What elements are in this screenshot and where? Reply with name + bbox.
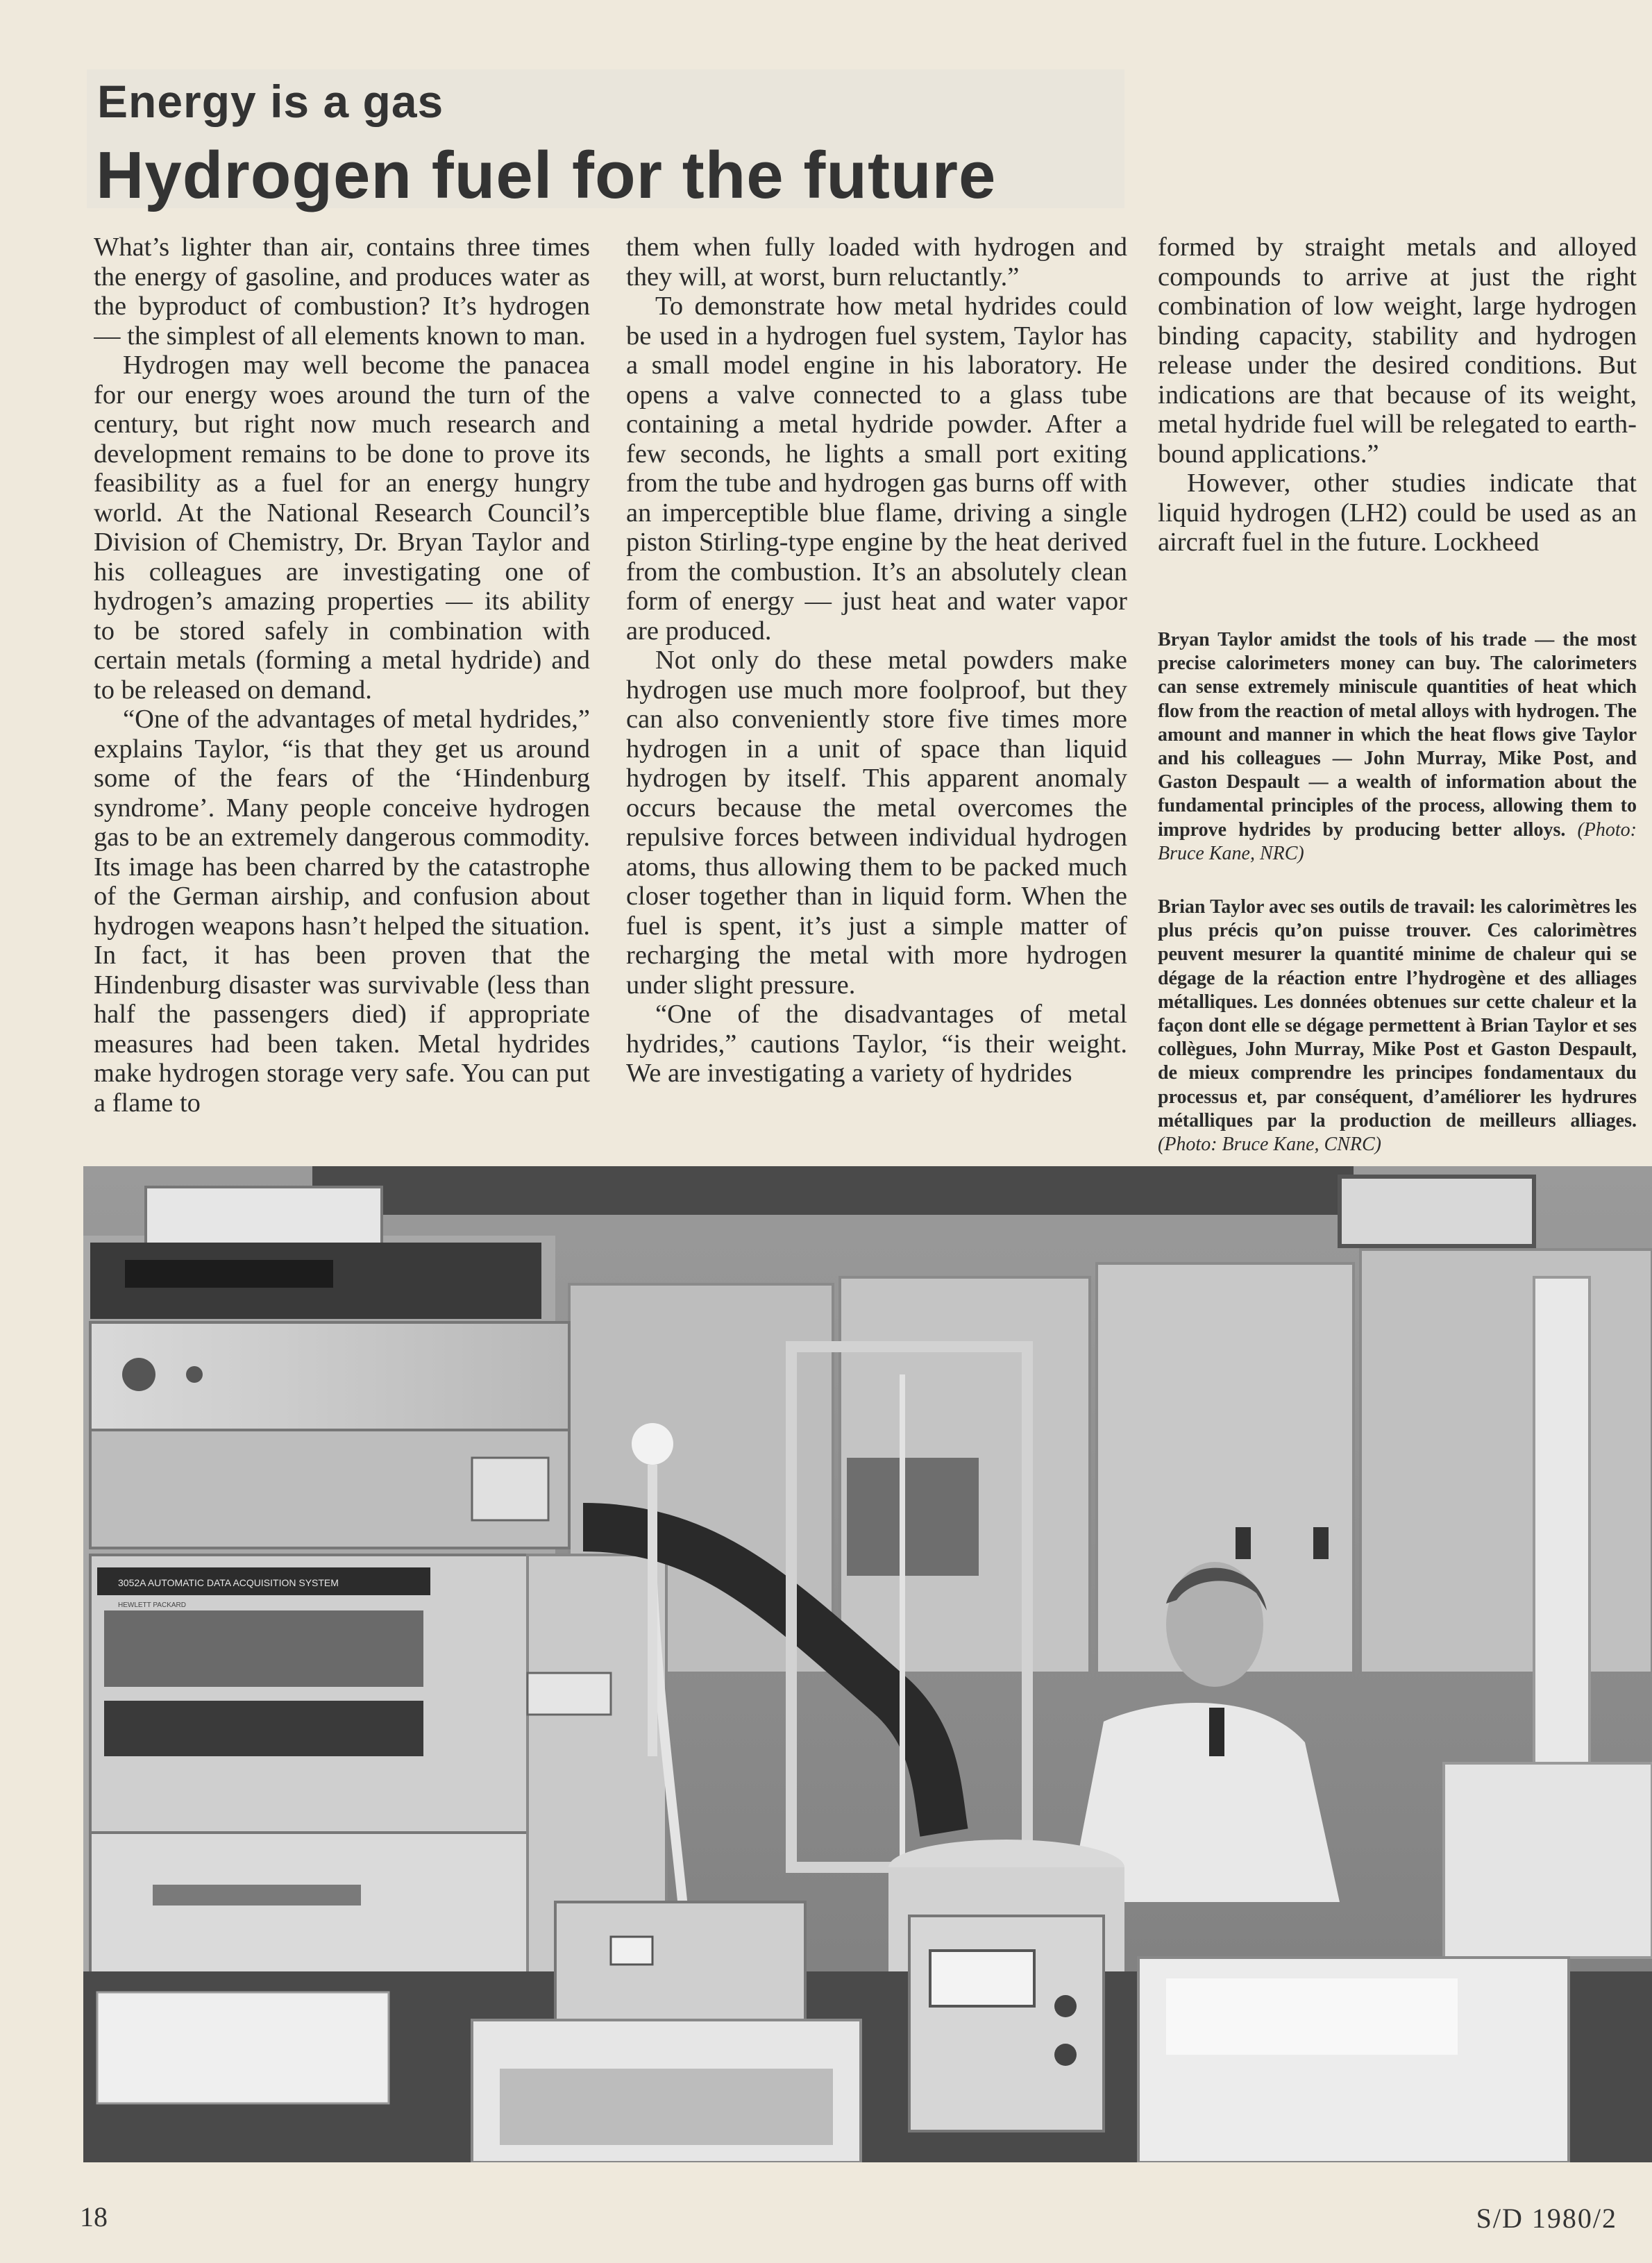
cabinet-handle <box>1236 1527 1251 1559</box>
power-supply-meter <box>611 1937 652 1965</box>
ceiling-duct <box>312 1166 1354 1215</box>
article-column-3 <box>1158 233 1637 569</box>
page-number: 18 <box>80 2201 108 2232</box>
meter-knob <box>1054 2044 1077 2066</box>
wall-cabinet <box>1360 1250 1652 1673</box>
rack-drawer <box>90 1833 534 1992</box>
article-title: Hydrogen fuel for the future <box>96 138 997 212</box>
article-paragraph: What’s lighter than air, contains three times the energy of gasoline, and produces water as the byproduct of combustion? It’s hydrogen — the simplest of all elements known to man. <box>94 233 590 351</box>
article-paragraph: However, other studies indicate that liquid hydrogen (LH2) could be used as an aircraft fuel in the future. Lockheed <box>1158 469 1637 557</box>
data-acquisition-panel <box>104 1701 423 1756</box>
lamp-bulb <box>632 1423 673 1465</box>
lamp-stand <box>648 1465 657 1756</box>
article-column-1 <box>94 233 590 1159</box>
rack-knob <box>122 1358 155 1391</box>
bench-papers <box>97 1992 389 2103</box>
article-paragraph: Not only do these metal powders make hydrogen use much more foolproof, but they can also conveniently store five times more hydrogen in a unit of space than liquid hydrogen by itself. This apparent anomaly occurs because the metal overcomes the repulsive forces between individual hydrogen atoms, thus allowing them to be packed much closer together than in liquid form. When the fuel is spent, it’s just a simple matter of recharging the metal with more hydrogen under slight pressure. <box>626 646 1127 1000</box>
calorimeter-drum <box>1444 1763 1652 1958</box>
photo-credit: (Photo: Bruce Kane, CNRC) <box>1158 1134 1381 1156</box>
chart-recorder-paper <box>1166 1978 1458 2055</box>
article-paragraph: “One of the disadvantages of metal hydrides,” cautions Taylor, “is their weight. We are investigating a variety of hydrides <box>626 1000 1127 1088</box>
article-paragraph: “One of the advantages of metal hydrides,” explains Taylor, “is that they get us around some of the fears of the ‘Hindenburg syndrome’. Many people conceive hydrogen gas to be an extremely dangerous commodity. Its image has been charred by the catastrophe of the German airship, and confusion about hydrogen weapons hasn’t helped the situation. In fact, it has been proven that the Hindenburg disaster was survivable (less than half the passengers died) if appropriate measures had been taken. Metal hydrides make hydrogen storage very safe. You can put a flame to <box>94 705 590 1118</box>
cabinet-handle <box>1313 1527 1329 1559</box>
rack-knob <box>186 1366 203 1383</box>
rack-top-unit <box>146 1187 382 1250</box>
photo-credit: (Photo: Bruce Kane, NRC) <box>1158 818 1637 864</box>
article-paragraph: To demonstrate how metal hydrides could be used in a hydrogen fuel system, Taylor has a small model engine in his laboratory. He opens a valve connected to a glass tube containing a metal hydride powder. After a few seconds, he lights a small port exiting from the tube and hydrogen gas burns off with an imperceptible blue flame, driving a single piston Stirling-type engine by the heat derived from the combustion. It’s an absolutely clean form of energy — just heat and water vapor are produced. <box>626 292 1127 646</box>
apparatus-assembly <box>847 1458 979 1576</box>
instrument-label: 3052A AUTOMATIC DATA ACQUISITION SYSTEM <box>118 1577 339 1588</box>
rack-door-plate <box>472 1458 548 1520</box>
wall-window <box>1340 1177 1534 1246</box>
meter-knob <box>1054 1995 1077 2017</box>
rack-unit <box>90 1322 569 1430</box>
cabinet-handle <box>528 1673 611 1715</box>
rack-drawer-display <box>153 1885 361 1906</box>
scientist-tie <box>1209 1708 1224 1756</box>
instrument-brand: HEWLETT PACKARD <box>118 1601 186 1609</box>
article-column-2 <box>626 233 1127 1159</box>
meter-dial <box>930 1951 1034 2006</box>
article-paragraph: Hydrogen may well become the panacea for our energy woes around the turn of the century, but right now much research and development remains to be done to prove its feasibility as a fuel for an energy hungry world. At the National Research Council’s Division of Chemistry, Dr. Bryan Taylor and his colleagues are investigating one of hydrogen’s amazing properties — its ability to be stored safely in combination with certain metals (forming a metal hydride) and to be released on demand. <box>94 351 590 705</box>
photo-caption-english <box>1158 628 1637 866</box>
issue-label: S/D 1980/2 <box>1476 2203 1617 2234</box>
lab-photograph <box>83 1166 1652 2162</box>
caption-text: Bryan Taylor amidst the tools of his trade — the most precise calorimeters money can buy. The calorimeters can sense extremely miniscule quantities of heat which flow from the reaction of metal alloys with hydrogen. The amount and manner in which the heat flows give Taylor and his colleagues — John Murray, Mike Post, and Gaston Despault — a wealth of information about the fundamental principles of the process, allowing them to improve hydrides by producing better alloys. <box>1158 629 1637 841</box>
data-acquisition-unit <box>90 1555 534 1833</box>
data-acquisition-panel <box>104 1610 423 1687</box>
photo-caption-french <box>1158 895 1637 1156</box>
meter-unit <box>909 1916 1104 2131</box>
article-paragraph: them when fully loaded with hydrogen and they will, at worst, burn reluctantly.” <box>626 233 1127 292</box>
article-paragraph: formed by straight metals and alloyed compounds to arrive at just the right combination of low weight, large hydrogen binding capacity, stability and hydrogen release under the desired conditions. But indications are that because of its weight, metal hydride fuel will be relegated to earth-bound applications.” <box>1158 233 1637 469</box>
power-supply <box>555 1902 805 2027</box>
caption-text: Brian Taylor avec ses outils de travail: les calorimètres les plus précis qu’on puisse trouver. Ces calorimètres peuvent mesurer la quantité minime de chaleur qui se dégage de la réaction entre l’hydrogène et des alliages métalliques. Les données obtenues sur cette chaleur et la façon dont elle se dégage permettent à Brian Taylor et ses collègues, John Murray, Mike Post et Gaston Despault, de mieux comprendre les principes fondamentaux du processus et, par conséquent, d’améliorer les hydrures métalliques par la production de meilleurs alliages. <box>1158 896 1637 1132</box>
rack-unit-display <box>125 1260 333 1288</box>
article-kicker: Energy is a gas <box>97 76 444 127</box>
calculator-keys <box>500 2069 833 2145</box>
